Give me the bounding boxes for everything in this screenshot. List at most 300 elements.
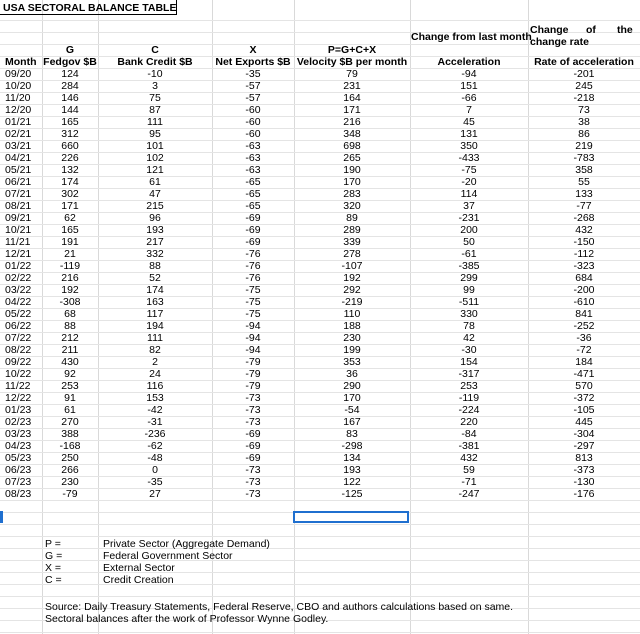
cell-acceleration[interactable]: 59 — [463, 464, 475, 476]
table-row — [0, 332, 640, 344]
cell-velocity[interactable]: -107 — [341, 260, 363, 272]
cell-acceleration[interactable]: 42 — [463, 332, 475, 344]
cell-rate-acceleration[interactable]: -218 — [573, 92, 595, 104]
cell-net-exports[interactable]: -73 — [245, 464, 261, 476]
cell-fedgov[interactable]: 266 — [61, 464, 79, 476]
cell-bank-credit[interactable]: -31 — [147, 416, 163, 428]
cell-rate-acceleration[interactable]: -112 — [573, 248, 595, 260]
cell-bank-credit[interactable]: 88 — [149, 260, 161, 272]
cell-velocity[interactable]: 193 — [343, 464, 361, 476]
cell-bank-credit[interactable]: 0 — [152, 464, 158, 476]
cell-velocity[interactable]: 339 — [343, 236, 361, 248]
cell-acceleration[interactable]: -94 — [461, 68, 477, 80]
cell-month[interactable]: 03/22 — [5, 284, 32, 296]
cell-velocity[interactable]: -54 — [344, 404, 360, 416]
cell-month[interactable]: 08/22 — [5, 344, 32, 356]
cell-fedgov[interactable]: 216 — [61, 272, 79, 284]
cell-velocity[interactable]: 320 — [343, 200, 361, 212]
grid-hline — [0, 572, 640, 573]
cell-velocity[interactable]: 89 — [346, 212, 358, 224]
cell-bank-credit[interactable]: 116 — [146, 380, 164, 392]
cell-acceleration[interactable]: -247 — [458, 488, 480, 500]
cell-fedgov[interactable]: 230 — [61, 476, 79, 488]
cell-net-exports[interactable]: -65 — [245, 188, 261, 200]
cell-month[interactable]: 06/22 — [5, 320, 32, 332]
table-row — [0, 212, 640, 224]
cell-fedgov[interactable]: 312 — [61, 128, 79, 140]
cell-fedgov[interactable]: 192 — [61, 284, 79, 296]
cell-fedgov[interactable]: 165 — [61, 224, 79, 236]
cell-velocity[interactable]: 230 — [343, 332, 361, 344]
cell-velocity[interactable]: 171 — [343, 104, 361, 116]
cell-acceleration[interactable]: 220 — [460, 416, 478, 428]
cell-net-exports[interactable]: -94 — [245, 320, 261, 332]
cell-month[interactable]: 05/22 — [5, 308, 32, 320]
cell-acceleration[interactable]: -511 — [458, 296, 480, 308]
table-row — [0, 200, 640, 212]
cell-month[interactable]: 10/22 — [5, 368, 32, 380]
cell-rate-acceleration[interactable]: 86 — [578, 128, 590, 140]
grid-hline — [0, 632, 640, 633]
cell-acceleration[interactable]: 154 — [460, 356, 478, 368]
cell-velocity[interactable]: 192 — [343, 272, 361, 284]
cell-acceleration[interactable]: -20 — [461, 176, 477, 188]
header-change-of-2: of — [586, 24, 596, 36]
table-row — [0, 92, 640, 104]
cell-net-exports[interactable]: -63 — [245, 140, 261, 152]
cell-net-exports[interactable]: -69 — [245, 428, 261, 440]
table-row — [0, 296, 640, 308]
cell-month[interactable]: 08/23 — [5, 488, 32, 500]
cell-rate-acceleration[interactable]: -471 — [573, 368, 595, 380]
cell-month[interactable]: 07/23 — [5, 476, 32, 488]
cell-month[interactable]: 06/23 — [5, 464, 32, 476]
cell-bank-credit[interactable]: 102 — [146, 152, 164, 164]
cell-velocity[interactable]: 216 — [343, 116, 361, 128]
cell-velocity[interactable]: 170 — [343, 176, 361, 188]
cell-net-exports[interactable]: -75 — [245, 296, 261, 308]
cell-velocity[interactable]: -125 — [341, 488, 363, 500]
cell-velocity[interactable]: 134 — [343, 452, 361, 464]
cell-rate-acceleration[interactable]: 432 — [575, 224, 593, 236]
cell-rate-acceleration[interactable]: -200 — [573, 284, 595, 296]
cell-velocity[interactable]: 265 — [343, 152, 361, 164]
table-row — [0, 236, 640, 248]
cell-acceleration[interactable]: -385 — [458, 260, 480, 272]
cell-acceleration[interactable]: -433 — [458, 152, 480, 164]
cell-acceleration[interactable]: 50 — [463, 236, 475, 248]
legend-key: X = — [45, 562, 62, 574]
cell-fedgov[interactable]: 21 — [64, 248, 76, 260]
cell-net-exports[interactable]: -75 — [245, 308, 261, 320]
cell-net-exports[interactable]: -69 — [245, 452, 261, 464]
cell-rate-acceleration[interactable]: 245 — [575, 80, 593, 92]
cell-month[interactable]: 09/20 — [5, 68, 32, 80]
cell-rate-acceleration[interactable]: -105 — [573, 404, 595, 416]
cell-rate-acceleration[interactable]: -323 — [573, 260, 595, 272]
cell-bank-credit[interactable]: 117 — [146, 308, 164, 320]
cell-velocity[interactable]: 188 — [343, 320, 361, 332]
cell-net-exports[interactable]: -63 — [245, 164, 261, 176]
cell-fedgov[interactable]: 212 — [61, 332, 79, 344]
grid-hline — [0, 536, 640, 537]
cell-month[interactable]: 03/21 — [5, 140, 32, 152]
cell-fedgov[interactable]: 211 — [61, 344, 79, 356]
cell-rate-acceleration[interactable]: -72 — [576, 344, 592, 356]
cell-rate-acceleration[interactable]: -783 — [573, 152, 595, 164]
cell-net-exports[interactable]: -69 — [245, 440, 261, 452]
cell-acceleration[interactable]: 114 — [460, 188, 478, 200]
cell-fedgov[interactable]: 270 — [61, 416, 79, 428]
cell-net-exports[interactable]: -65 — [245, 200, 261, 212]
cell-month[interactable]: 12/20 — [5, 104, 32, 116]
cell-acceleration[interactable]: 45 — [463, 116, 475, 128]
cell-acceleration[interactable]: 78 — [463, 320, 475, 332]
cell-bank-credit[interactable]: -35 — [147, 476, 163, 488]
cell-fedgov[interactable]: 226 — [61, 152, 79, 164]
cell-acceleration[interactable]: -66 — [461, 92, 477, 104]
cell-net-exports[interactable]: -65 — [245, 176, 261, 188]
table-row — [0, 140, 640, 152]
cell-bank-credit[interactable]: 163 — [146, 296, 164, 308]
cell-month[interactable]: 06/21 — [5, 176, 32, 188]
cell-rate-acceleration[interactable]: 841 — [575, 308, 593, 320]
cell-net-exports[interactable]: -73 — [245, 488, 261, 500]
cell-rate-acceleration[interactable]: 38 — [578, 116, 590, 128]
selected-cell-outline[interactable] — [293, 511, 409, 523]
cell-month[interactable]: 02/22 — [5, 272, 32, 284]
cell-net-exports[interactable]: -35 — [245, 68, 261, 80]
cell-velocity[interactable]: 79 — [346, 68, 358, 80]
cell-bank-credit[interactable]: 121 — [146, 164, 164, 176]
table-row — [0, 464, 640, 476]
table-row — [0, 452, 640, 464]
cell-bank-credit[interactable]: 217 — [146, 236, 164, 248]
cell-velocity[interactable]: 164 — [343, 92, 361, 104]
cell-rate-acceleration[interactable]: -372 — [573, 392, 595, 404]
cell-month[interactable]: 12/22 — [5, 392, 32, 404]
cell-rate-acceleration[interactable]: 73 — [578, 104, 590, 116]
cell-velocity[interactable]: 348 — [343, 128, 361, 140]
cell-bank-credit[interactable]: 75 — [149, 92, 161, 104]
cell-acceleration[interactable]: 131 — [460, 128, 478, 140]
cell-acceleration[interactable]: 350 — [460, 140, 478, 152]
cell-velocity[interactable]: 190 — [343, 164, 361, 176]
cell-fedgov[interactable]: 91 — [64, 392, 76, 404]
cell-acceleration[interactable]: -381 — [458, 440, 480, 452]
cell-rate-acceleration[interactable]: -252 — [573, 320, 595, 332]
cell-fedgov[interactable]: 144 — [61, 104, 79, 116]
cell-bank-credit[interactable]: 153 — [146, 392, 164, 404]
table-row — [0, 308, 640, 320]
cell-rate-acceleration[interactable]: -150 — [573, 236, 595, 248]
cell-velocity[interactable]: 110 — [343, 308, 361, 320]
cell-acceleration[interactable]: 432 — [460, 452, 478, 464]
cell-acceleration[interactable]: -119 — [458, 392, 480, 404]
cell-month[interactable]: 05/23 — [5, 452, 32, 464]
cell-fedgov[interactable]: 88 — [64, 320, 76, 332]
cell-rate-acceleration[interactable]: 570 — [575, 380, 593, 392]
header-x: X — [249, 44, 257, 56]
cell-month[interactable]: 10/20 — [5, 80, 32, 92]
col-fedgov[interactable]: Fedgov $B — [43, 56, 97, 68]
source-note: Sectoral balances after the work of Professor Wynne Godley. — [45, 613, 329, 625]
row-selection-marker — [0, 511, 3, 523]
cell-acceleration[interactable]: -30 — [461, 344, 477, 356]
cell-month[interactable]: 02/23 — [5, 416, 32, 428]
header-change-rate: change rate — [530, 36, 589, 48]
cell-month[interactable]: 07/22 — [5, 332, 32, 344]
cell-bank-credit[interactable]: -236 — [144, 428, 166, 440]
cell-velocity[interactable]: 231 — [343, 80, 361, 92]
cell-rate-acceleration[interactable]: -610 — [573, 296, 595, 308]
cell-fedgov[interactable]: 61 — [64, 404, 76, 416]
grid-hline — [0, 584, 640, 585]
cell-rate-acceleration[interactable]: 55 — [578, 176, 590, 188]
cell-net-exports[interactable]: -69 — [245, 224, 261, 236]
cell-net-exports[interactable]: -69 — [245, 212, 261, 224]
cell-velocity[interactable]: 353 — [343, 356, 361, 368]
cell-month[interactable]: 01/22 — [5, 260, 32, 272]
cell-net-exports[interactable]: -79 — [245, 368, 261, 380]
cell-bank-credit[interactable]: 47 — [149, 188, 161, 200]
cell-acceleration[interactable]: 151 — [460, 80, 478, 92]
header-change-of-3: the — [617, 24, 633, 36]
cell-velocity[interactable]: 36 — [346, 368, 358, 380]
table-row — [0, 248, 640, 260]
header-g: G — [65, 44, 75, 56]
cell-net-exports[interactable]: -79 — [245, 380, 261, 392]
cell-month[interactable]: 10/21 — [5, 224, 32, 236]
cell-fedgov[interactable]: 174 — [61, 176, 79, 188]
cell-fedgov[interactable]: 430 — [61, 356, 79, 368]
cell-rate-acceleration[interactable]: -297 — [573, 440, 595, 452]
cell-acceleration[interactable]: 99 — [463, 284, 475, 296]
cell-acceleration[interactable]: 330 — [460, 308, 478, 320]
cell-rate-acceleration[interactable]: 813 — [575, 452, 593, 464]
grid-hline — [0, 524, 640, 525]
cell-net-exports[interactable]: -73 — [245, 476, 261, 488]
legend-description: Private Sector (Aggregate Demand) — [103, 538, 270, 550]
cell-month[interactable]: 01/21 — [5, 116, 32, 128]
cell-bank-credit[interactable]: 111 — [147, 116, 163, 128]
cell-velocity[interactable]: 278 — [343, 248, 361, 260]
cell-velocity[interactable]: -219 — [341, 296, 363, 308]
cell-velocity[interactable]: 698 — [343, 140, 361, 152]
cell-net-exports[interactable]: -57 — [245, 80, 261, 92]
cell-fedgov[interactable]: 165 — [61, 116, 79, 128]
cell-bank-credit[interactable]: 24 — [149, 368, 161, 380]
cell-rate-acceleration[interactable]: 358 — [575, 164, 593, 176]
cell-acceleration[interactable]: -231 — [458, 212, 480, 224]
cell-bank-credit[interactable]: -48 — [147, 452, 163, 464]
cell-fedgov[interactable]: 253 — [61, 380, 79, 392]
col-velocity[interactable]: Velocity $B per month — [296, 56, 408, 68]
cell-bank-credit[interactable]: 82 — [149, 344, 161, 356]
cell-velocity[interactable]: 167 — [343, 416, 361, 428]
cell-acceleration[interactable]: 299 — [460, 272, 478, 284]
cell-bank-credit[interactable]: 111 — [147, 332, 163, 344]
source-note: Source: Daily Treasury Statements, Federal Reserve, CBO and authors calculations based on same. — [45, 601, 514, 613]
cell-fedgov[interactable]: 302 — [61, 188, 79, 200]
table-row — [0, 428, 640, 440]
cell-net-exports[interactable]: -75 — [245, 284, 261, 296]
cell-bank-credit[interactable]: 27 — [149, 488, 161, 500]
cell-net-exports[interactable]: -63 — [245, 152, 261, 164]
cell-rate-acceleration[interactable]: -304 — [573, 428, 595, 440]
table-row — [0, 116, 640, 128]
table-row — [0, 356, 640, 368]
cell-month[interactable]: 05/21 — [5, 164, 32, 176]
cell-bank-credit[interactable]: 96 — [149, 212, 161, 224]
cell-bank-credit[interactable]: 87 — [149, 104, 161, 116]
cell-rate-acceleration[interactable]: 684 — [575, 272, 593, 284]
cell-month[interactable]: 11/20 — [5, 92, 31, 104]
cell-month[interactable]: 11/22 — [5, 380, 31, 392]
cell-net-exports[interactable]: -60 — [245, 128, 261, 140]
cell-bank-credit[interactable]: 332 — [146, 248, 164, 260]
table-row — [0, 416, 640, 428]
cell-fedgov[interactable]: 92 — [64, 368, 76, 380]
cell-velocity[interactable]: 292 — [343, 284, 361, 296]
cell-velocity[interactable]: 289 — [343, 224, 361, 236]
cell-bank-credit[interactable]: 3 — [152, 80, 158, 92]
cell-month[interactable]: 07/21 — [5, 188, 32, 200]
cell-bank-credit[interactable]: 215 — [146, 200, 164, 212]
cell-month[interactable]: 08/21 — [5, 200, 32, 212]
cell-acceleration[interactable]: -61 — [461, 248, 477, 260]
cell-fedgov[interactable]: 388 — [61, 428, 79, 440]
col-net-exports[interactable]: Net Exports $B — [215, 56, 291, 68]
cell-rate-acceleration[interactable]: 219 — [575, 140, 593, 152]
cell-fedgov[interactable]: -168 — [59, 440, 81, 452]
cell-fedgov[interactable]: -308 — [59, 296, 81, 308]
cell-rate-acceleration[interactable]: -36 — [576, 332, 592, 344]
col-acceleration[interactable]: Acceleration — [437, 56, 501, 68]
cell-bank-credit[interactable]: -62 — [147, 440, 163, 452]
legend-description: Federal Government Sector — [103, 550, 233, 562]
cell-month[interactable]: 09/22 — [5, 356, 32, 368]
cell-rate-acceleration[interactable]: -201 — [573, 68, 595, 80]
cell-bank-credit[interactable]: 193 — [146, 224, 164, 236]
cell-bank-credit[interactable]: 174 — [146, 284, 164, 296]
cell-fedgov[interactable]: 660 — [61, 140, 79, 152]
cell-net-exports[interactable]: -60 — [245, 104, 261, 116]
cell-velocity[interactable]: 283 — [343, 188, 361, 200]
cell-fedgov[interactable]: 132 — [61, 164, 79, 176]
legend-key: P = — [45, 538, 61, 550]
cell-fedgov[interactable]: 284 — [61, 80, 79, 92]
legend-description: Credit Creation — [103, 574, 174, 586]
cell-rate-acceleration[interactable]: -176 — [573, 488, 595, 500]
cell-velocity[interactable]: 83 — [346, 428, 358, 440]
cell-net-exports[interactable]: -79 — [245, 356, 261, 368]
cell-fedgov[interactable]: 124 — [61, 68, 79, 80]
table-row — [0, 380, 640, 392]
cell-fedgov[interactable]: 68 — [64, 308, 76, 320]
cell-net-exports[interactable]: -94 — [245, 344, 261, 356]
cell-velocity[interactable]: 122 — [343, 476, 361, 488]
cell-bank-credit[interactable]: 101 — [146, 140, 164, 152]
cell-net-exports[interactable]: -60 — [245, 116, 261, 128]
cell-velocity[interactable]: -298 — [341, 440, 363, 452]
cell-fedgov[interactable]: 62 — [64, 212, 76, 224]
letter-header-row — [0, 44, 640, 56]
cell-bank-credit[interactable]: 194 — [146, 320, 164, 332]
cell-rate-acceleration[interactable]: 445 — [575, 416, 593, 428]
cell-acceleration[interactable]: -224 — [458, 404, 480, 416]
grid-hline — [0, 596, 640, 597]
cell-net-exports[interactable]: -57 — [245, 92, 261, 104]
cell-acceleration[interactable]: -317 — [458, 368, 480, 380]
cell-fedgov[interactable]: 250 — [61, 452, 79, 464]
cell-month[interactable]: 12/21 — [5, 248, 32, 260]
cell-rate-acceleration[interactable]: 133 — [575, 188, 593, 200]
cell-fedgov[interactable]: 171 — [61, 200, 79, 212]
cell-net-exports[interactable]: -76 — [245, 272, 261, 284]
cell-month[interactable]: 09/21 — [5, 212, 32, 224]
cell-rate-acceleration[interactable]: 184 — [575, 356, 593, 368]
cell-rate-acceleration[interactable]: -130 — [573, 476, 595, 488]
cell-rate-acceleration[interactable]: -268 — [573, 212, 595, 224]
cell-fedgov[interactable]: -119 — [59, 260, 81, 272]
cell-month[interactable]: 01/23 — [5, 404, 32, 416]
table-row — [0, 368, 640, 380]
cell-month[interactable]: 04/23 — [5, 440, 32, 452]
cell-month[interactable]: 02/21 — [5, 128, 32, 140]
cell-acceleration[interactable]: 253 — [460, 380, 478, 392]
cell-acceleration[interactable]: 37 — [463, 200, 475, 212]
cell-bank-credit[interactable]: 95 — [149, 128, 161, 140]
col-rate-acceleration[interactable]: Rate of acceleration — [534, 56, 634, 68]
cell-net-exports[interactable]: -76 — [245, 248, 261, 260]
col-bank-credit[interactable]: Bank Credit $B — [117, 56, 193, 68]
cell-acceleration[interactable]: -75 — [461, 164, 477, 176]
cell-acceleration[interactable]: -84 — [461, 428, 477, 440]
cell-fedgov[interactable]: 146 — [61, 92, 79, 104]
cell-net-exports[interactable]: -69 — [245, 236, 261, 248]
cell-net-exports[interactable]: -73 — [245, 416, 261, 428]
cell-month[interactable]: 04/22 — [5, 296, 32, 308]
cell-bank-credit[interactable]: -42 — [147, 404, 163, 416]
cell-fedgov[interactable]: -79 — [62, 488, 78, 500]
cell-bank-credit[interactable]: 61 — [149, 176, 161, 188]
cell-net-exports[interactable]: -73 — [245, 392, 261, 404]
cell-net-exports[interactable]: -76 — [245, 260, 261, 272]
table-row — [0, 224, 640, 236]
grid-hline — [0, 548, 640, 549]
col-month[interactable]: Month — [5, 56, 37, 68]
cell-net-exports[interactable]: -94 — [245, 332, 261, 344]
cell-rate-acceleration[interactable]: -373 — [573, 464, 595, 476]
cell-acceleration[interactable]: 200 — [460, 224, 478, 236]
cell-bank-credit[interactable]: 2 — [152, 356, 158, 368]
cell-month[interactable]: 11/21 — [5, 236, 31, 248]
cell-month[interactable]: 04/21 — [5, 152, 32, 164]
cell-fedgov[interactable]: 191 — [61, 236, 79, 248]
grid-hline — [0, 560, 640, 561]
cell-velocity[interactable]: 290 — [343, 380, 361, 392]
cell-bank-credit[interactable]: 52 — [149, 272, 161, 284]
cell-velocity[interactable]: 170 — [343, 392, 361, 404]
cell-rate-acceleration[interactable]: -77 — [576, 200, 592, 212]
cell-velocity[interactable]: 199 — [343, 344, 361, 356]
cell-net-exports[interactable]: -73 — [245, 404, 261, 416]
cell-acceleration[interactable]: -71 — [461, 476, 477, 488]
cell-bank-credit[interactable]: -10 — [147, 68, 163, 80]
cell-month[interactable]: 03/23 — [5, 428, 32, 440]
cell-acceleration[interactable]: 7 — [466, 104, 472, 116]
